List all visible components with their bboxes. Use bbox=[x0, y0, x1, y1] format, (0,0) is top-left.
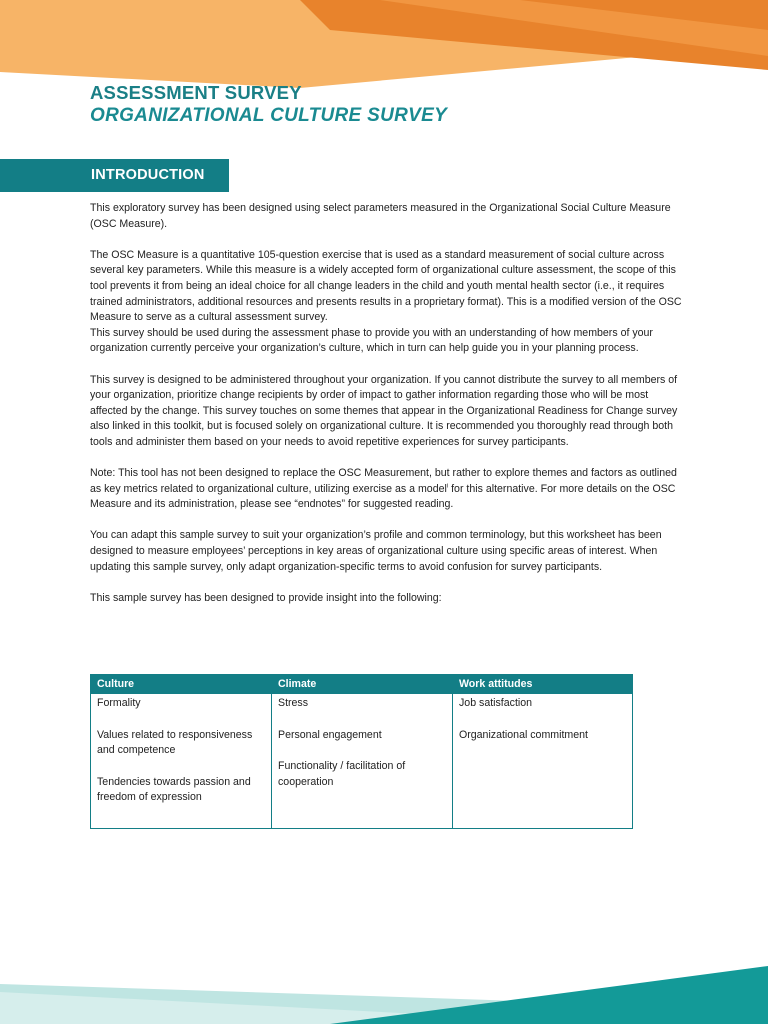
paragraph-5-end: for this alternative. For more details on the OSC Measure and its administration, please see “endnotes” for suggested reading. bbox=[90, 482, 676, 511]
table-row bbox=[91, 694, 633, 829]
paragraph-5 bbox=[90, 466, 682, 513]
work-attitudes-cell bbox=[453, 694, 633, 829]
bottom-decorative-band bbox=[0, 954, 768, 1024]
culture-item: Values related to responsiveness and competence bbox=[97, 728, 253, 757]
column-header-climate: Climate bbox=[272, 675, 453, 694]
work-attitudes-item: Organizational commitment bbox=[459, 728, 588, 741]
paragraph-3: This survey should be used during the assessment phase to provide you with an understanding of how members of your organization currently perceive your organization’s culture, which in turn can help guide you in your planning process. bbox=[90, 326, 653, 355]
paragraph-2: The OSC Measure is a quantitative 105-question exercise that is used as a standard measurement of social culture across several key parameters. While this measure is a widely accepted form of organizational culture assessment, the scope of this tool prevents it from being an ideal choice for all change leaders in the child and youth mental health sector (i.e., it requires trained administrators, additional resources and presents results in a proprietary format). This is a modified version of the OSC Measure to serve as a cultural assessment survey. bbox=[90, 248, 682, 324]
column-header-culture: Culture bbox=[91, 675, 272, 694]
survey-topics-table bbox=[90, 674, 633, 829]
document-title: ASSESSMENT SURVEY bbox=[90, 82, 302, 103]
column-header-work-attitudes: Work attitudes bbox=[453, 675, 633, 694]
culture-cell bbox=[91, 694, 272, 829]
work-attitudes-item: Job satisfaction bbox=[459, 697, 533, 709]
culture-item: Formality bbox=[97, 697, 141, 709]
climate-item: Stress bbox=[278, 697, 309, 709]
climate-item: Personal engagement bbox=[278, 728, 382, 741]
paragraph-5-start: Note: This tool has not been designed to replace the OSC Measurement, but rather to explore themes and factors as outlined as key metrics related to organizational culture, utilizing exercise as a model bbox=[90, 467, 677, 495]
climate-item: Functionality / facilitation of cooperation bbox=[278, 760, 406, 788]
intro-body bbox=[90, 201, 682, 622]
section-title: INTRODUCTION bbox=[91, 167, 205, 183]
culture-item: Tendencies towards passion and freedom of expression bbox=[97, 775, 251, 804]
paragraph-4: This survey is designed to be administered throughout your organization. If you cannot distribute the survey to all members of your organization, prioritize change recipients by order of impact to gather information regarding those who will be most affected by the change. This survey touches on some themes that appear in the Organizational Readiness for Change survey also linked in this toolkit, but is focused solely on organizational culture. It is recommended you thoroughly read through both tools and administer them based on your needs to avoid repetitive experiences for survey participants. bbox=[90, 373, 678, 448]
paragraph-7: This sample survey has been designed to provide insight into the following: bbox=[90, 591, 442, 604]
paragraph-6: You can adapt this sample survey to suit your organization’s profile and common terminology, but this worksheet has been designed to measure employees’ perceptions in key areas of organizational culture using specific areas of interest. When updating this sample survey, only adapt organization-specific terms to avoid confusion for survey participants. bbox=[90, 529, 662, 573]
endnote-marker: i bbox=[446, 483, 449, 490]
document-subtitle: ORGANIZATIONAL CULTURE SURVEY bbox=[90, 105, 448, 126]
table-header-row bbox=[91, 675, 633, 694]
paragraph-1: This exploratory survey has been designed using select parameters measured in the Organizational Social Culture Measure (OSC Measure). bbox=[90, 202, 671, 230]
section-header-introduction bbox=[0, 159, 229, 192]
climate-cell bbox=[272, 694, 453, 829]
